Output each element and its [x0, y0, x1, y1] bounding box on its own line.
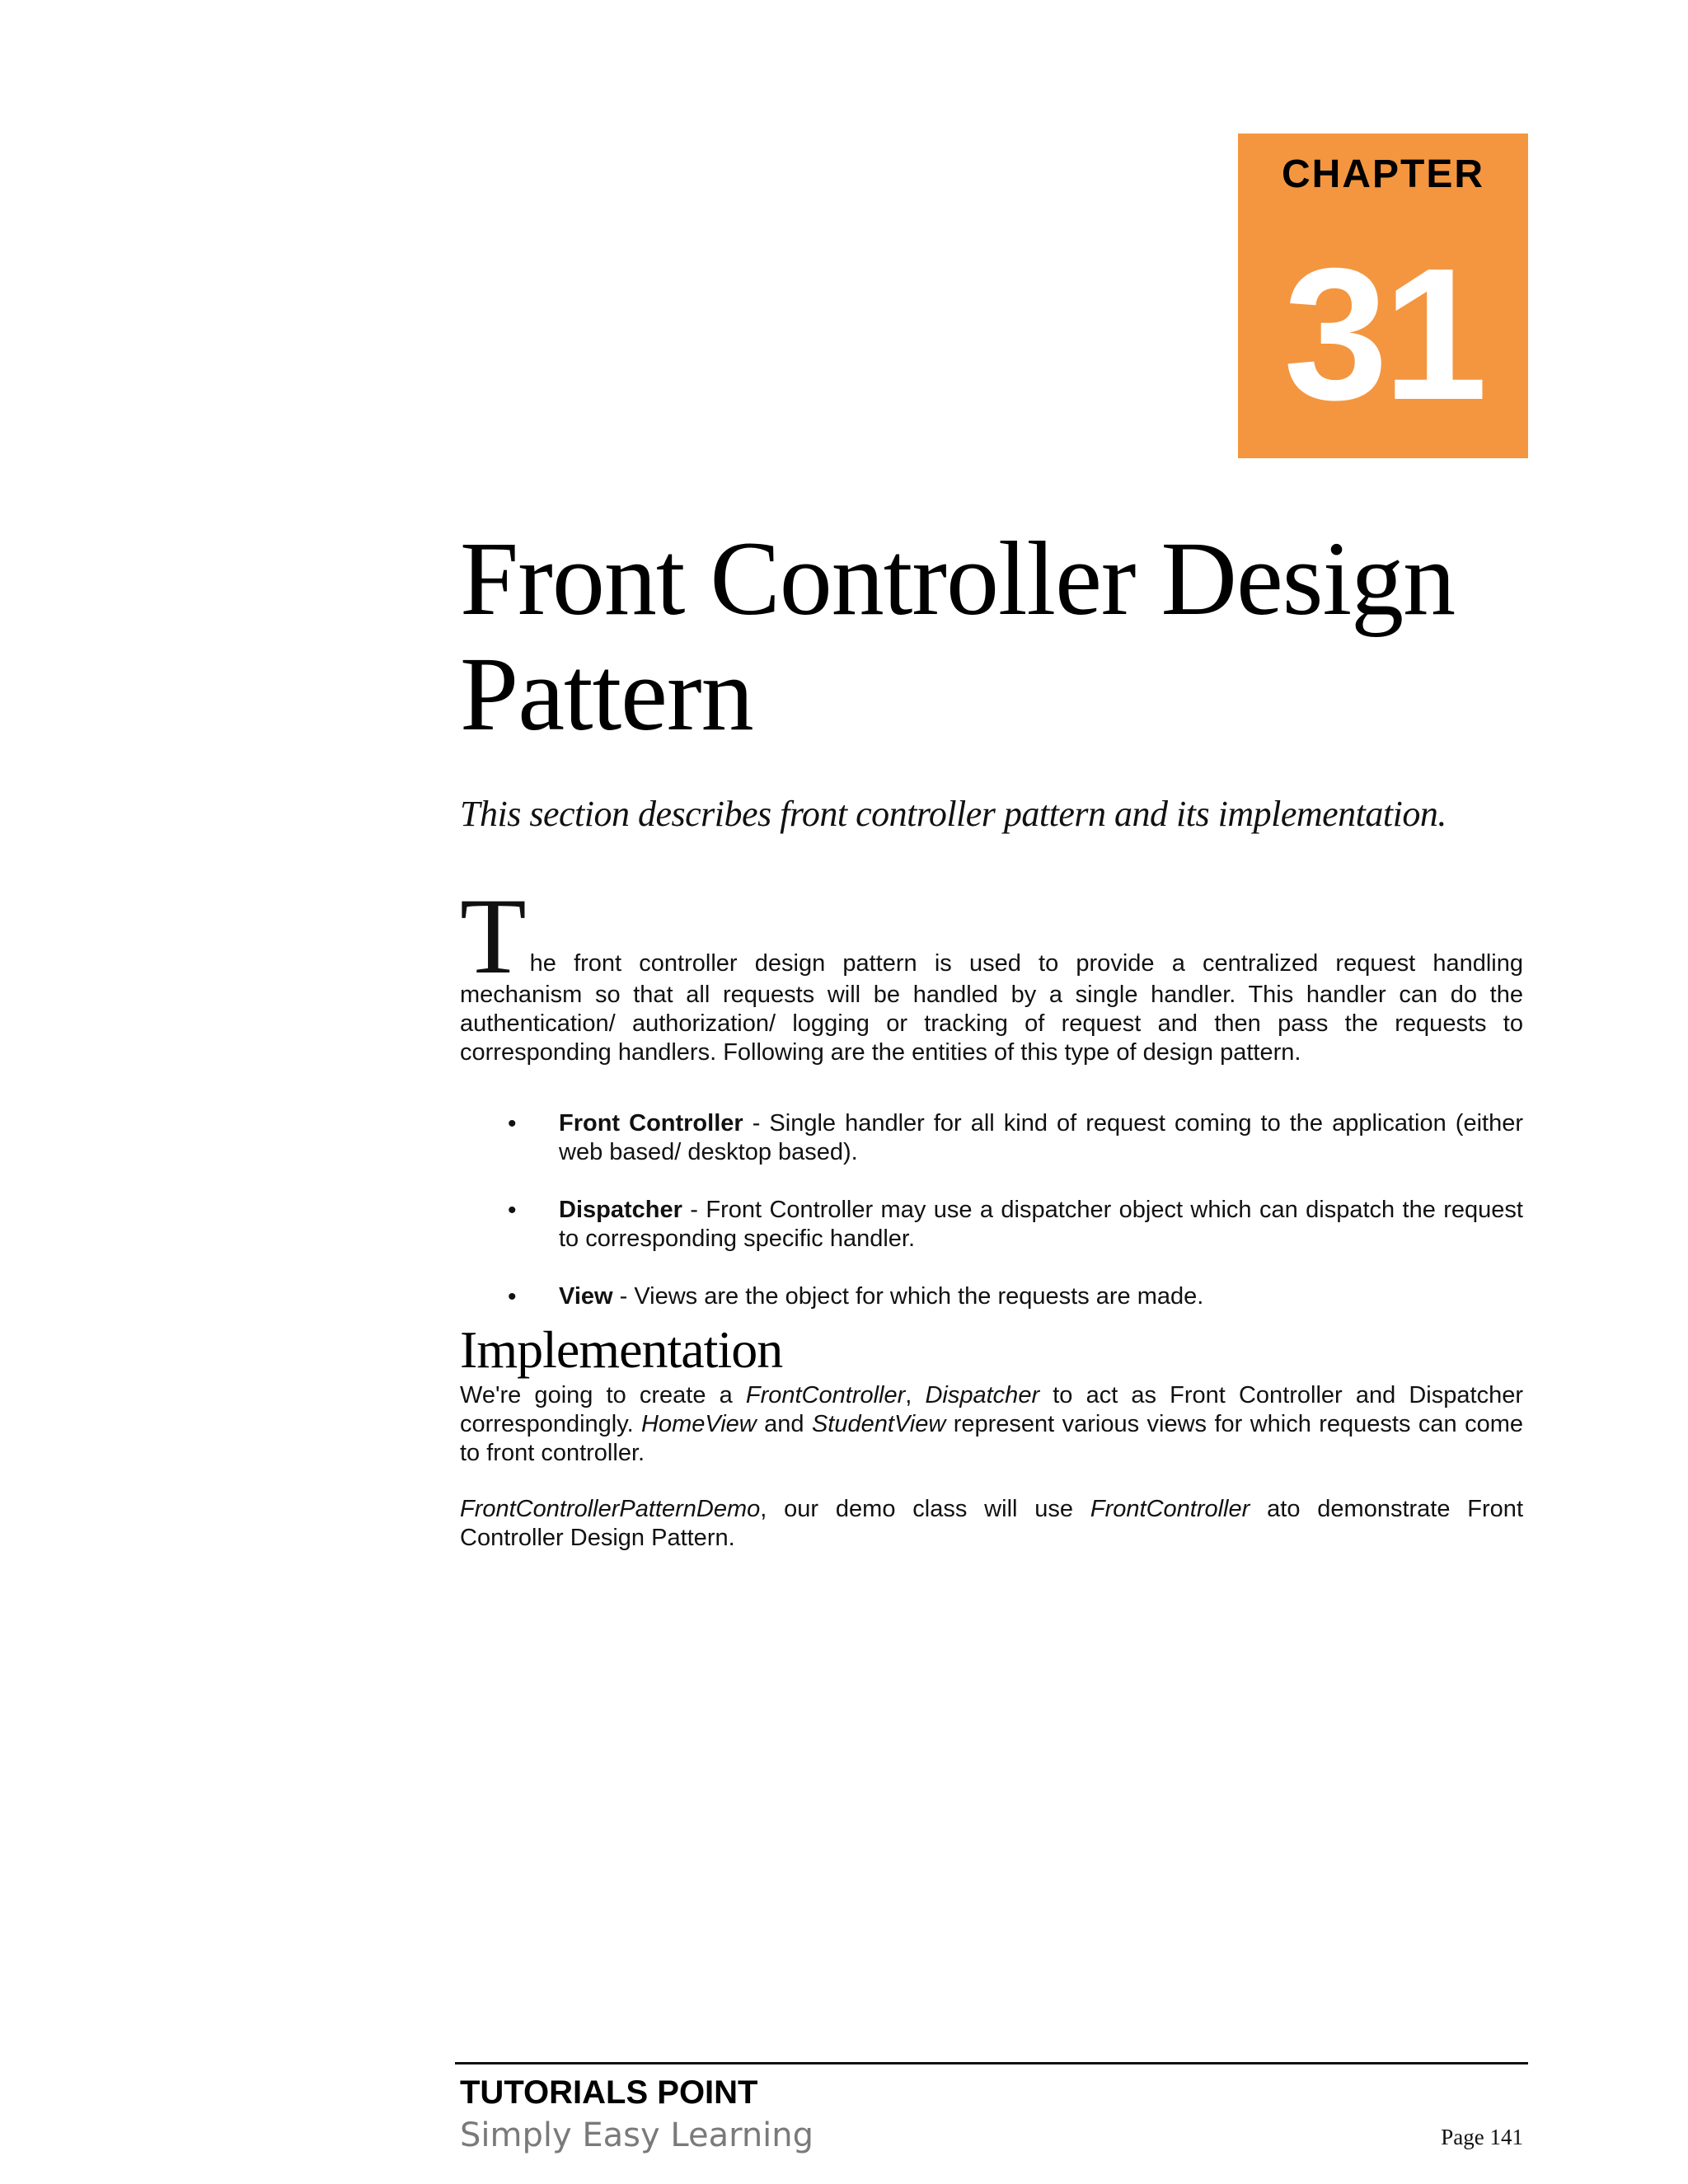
section-heading: Implementation	[460, 1320, 783, 1379]
text-run: ato demonstrate Front Controller Design Pattern.	[460, 1496, 1523, 1551]
footer-brand: TUTORIALS POINT	[460, 2074, 758, 2111]
entity-term: Front Controller	[559, 1110, 743, 1137]
intro-first-line-text: he front controller design pattern is used to provide a centralized request handling	[529, 950, 1523, 977]
class-name: FrontController	[745, 1382, 906, 1408]
chapter-badge	[1238, 134, 1528, 458]
footer-divider	[455, 2062, 1528, 2064]
class-name: StudentView	[811, 1411, 946, 1437]
entity-description: - Front Controller may use a dispatcher object which can dispatch the request to corresponding specific handler.	[559, 1197, 1523, 1252]
text-run: We're going to create a	[460, 1382, 746, 1408]
entity-list	[460, 1109, 1523, 1340]
page-number: Page 141	[1441, 2125, 1523, 2149]
intro-paragraph	[460, 875, 1523, 1067]
chapter-number: 31	[1283, 230, 1483, 439]
text-run: , our demo class will use	[760, 1496, 1090, 1522]
class-name: Dispatcher	[925, 1382, 1040, 1408]
text-run: represent various views for which requests can come to front controller.	[460, 1411, 1523, 1466]
entity-term: View	[559, 1283, 613, 1310]
list-item	[460, 1196, 1523, 1254]
text-run: to act as Front Controller and Dispatcher correspondingly.	[460, 1382, 1523, 1437]
chapter-subtitle: This section describes front controller pattern and its implementation.	[460, 794, 1447, 834]
intro-first-line	[460, 875, 1523, 996]
bullet-icon: •	[508, 1110, 517, 1137]
list-item	[460, 1109, 1523, 1167]
implementation-paragraph-1	[460, 1381, 1523, 1468]
class-name: FrontControllerPatternDemo	[460, 1496, 761, 1522]
class-name: FrontController	[1090, 1496, 1250, 1522]
list-item	[460, 1282, 1523, 1311]
class-name: HomeView	[641, 1411, 757, 1437]
footer-tagline: Simply Easy Learning	[460, 2116, 814, 2154]
drop-cap: T	[460, 875, 527, 996]
implementation-paragraph-2	[460, 1495, 1523, 1553]
bullet-icon: •	[508, 1197, 517, 1224]
chapter-label: CHAPTER	[1281, 152, 1484, 196]
intro-rest-text: mechanism so that all requests will be handled by a single handler. This handler can do the authentication/ authorization/ logging or tracking of request and then pass the requests to corresponding handlers. Following are the entities of this type of design pattern.	[460, 982, 1523, 1066]
page-title: Front Controller Design Pattern	[460, 520, 1456, 752]
entity-description: - Single handler for all kind of request coming to the application (either web based/ desktop based).	[559, 1110, 1523, 1165]
text-run: ,	[905, 1382, 926, 1408]
text-run: and	[756, 1411, 812, 1437]
bullet-icon: •	[508, 1283, 517, 1310]
entity-term: Dispatcher	[559, 1197, 682, 1223]
entity-description: - Views are the object for which the requests are made.	[612, 1283, 1204, 1310]
